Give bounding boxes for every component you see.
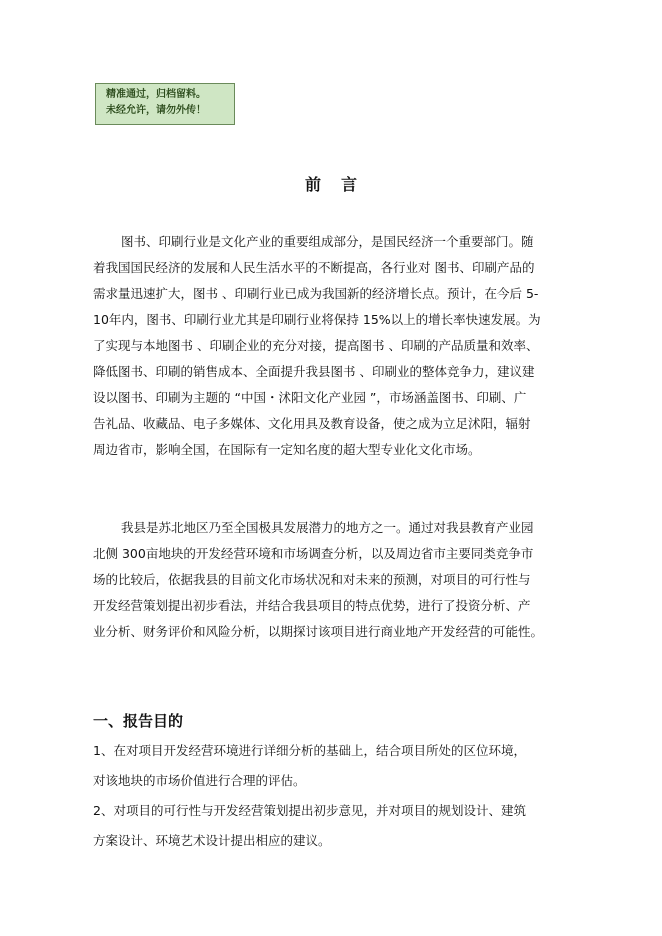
list-item: 1、在对项目开发经营环境进行详细分析的基础上，结合项目所处的区位环境， bbox=[93, 743, 526, 758]
paragraph-line: 了实现与本地图书 、印刷企业的充分对接，提高图书 、印刷的产品质量和效率、 bbox=[93, 338, 539, 353]
paragraph-line: 设以图书、印刷为主题的 “中国・沭阳文化产业园 ”，市场涵盖图书、印刷、广 bbox=[93, 390, 527, 405]
list-item-continuation: 对该地块的市场价值进行合理的评估。 bbox=[93, 773, 306, 788]
page-title: 前言 bbox=[304, 175, 377, 194]
intro-paragraph bbox=[93, 229, 583, 463]
paragraph-line: 场的比较后，依据我县的目前文化市场状况和对未来的预测，对项目的可行性与 bbox=[93, 572, 531, 587]
paragraph-line: 我县是苏北地区乃至全国极具发展潜力的地方之一。通过对我县教育产业园 bbox=[121, 520, 534, 535]
paragraph-line: 周边省市，影响全国，在国际有一定知名度的超大型专业化文化市场。 bbox=[93, 442, 481, 457]
confidential-stamp bbox=[95, 83, 235, 125]
stamp-line-1: 精准通过，归档留料。 bbox=[106, 89, 206, 100]
list-item-continuation: 方案设计、环境艺术设计提出相应的建议。 bbox=[93, 833, 331, 848]
paragraph-line: 告礼品、收藏品、电子多媒体、文化用具及教育设备，使之成为立足沭阳，辐射 bbox=[93, 416, 531, 431]
paragraph-line: 图书、印刷行业是文化产业的重要组成部分，是国民经济一个重要部门。随 bbox=[121, 234, 534, 249]
paragraph-line: 开发经营策划提出初步看法，并结合我县项目的特点优势，进行了投资分析、产 bbox=[93, 598, 531, 613]
paragraph-line: 业分析、财务评价和风险分析，以期探讨该项目进行商业地产开发经营的可能性。 bbox=[93, 624, 544, 639]
paragraph-line: 北侧 300亩地块的开发经营环境和市场调查分析，以及周边省市主要同类竞争市 bbox=[93, 546, 534, 561]
second-paragraph bbox=[93, 515, 583, 645]
paragraph-line: 10年内，图书、印刷行业尤其是印刷行业将保持 15%以上的增长率快速发展。为 bbox=[93, 312, 541, 327]
list-item: 2、对项目的可行性与开发经营策划提出初步意见，并对项目的规划设计、建筑 bbox=[93, 803, 526, 818]
section-heading: 一、报告目的 bbox=[93, 712, 184, 730]
section-body bbox=[93, 736, 583, 856]
paragraph-line: 着我国国民经济的发展和人民生活水平的不断提高，各行业对 图书、印刷产品的 bbox=[93, 260, 535, 275]
stamp-line-2: 未经允许，请勿外传！ bbox=[106, 105, 206, 116]
paragraph-line: 降低图书、印刷的销售成本、全面提升我县图书 、印刷业的整体竞争力，建议建 bbox=[93, 364, 535, 379]
paragraph-line: 需求量迅速扩大，图书 、印刷行业已成为我国新的经济增长点。预计，在今后 5- bbox=[93, 286, 539, 301]
